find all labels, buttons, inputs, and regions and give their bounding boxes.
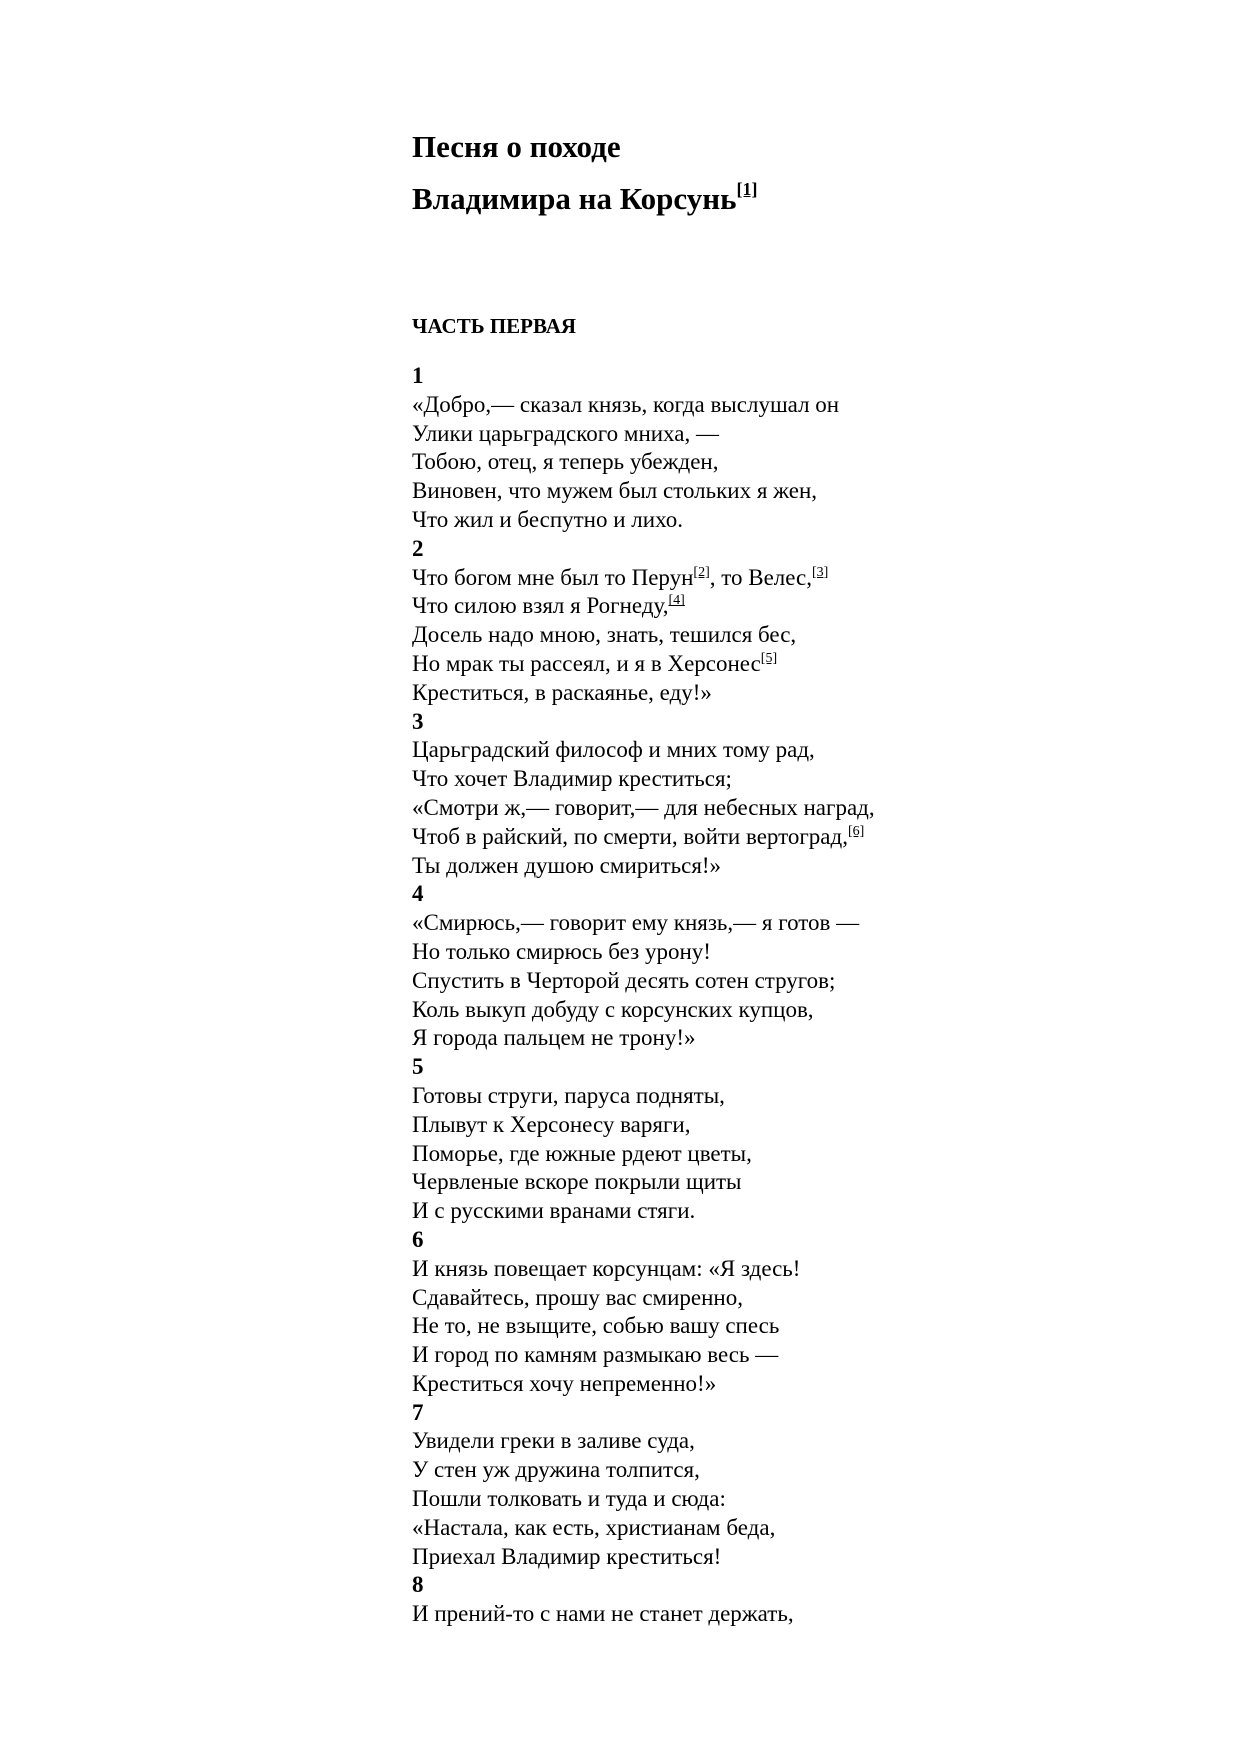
verse-line	[412, 1082, 1172, 1111]
verse-line	[412, 938, 1172, 967]
part-heading: ЧАСТЬ ПЕРВАЯ	[412, 314, 577, 338]
verse-text: Плывут к Херсонесу варяги,	[412, 1111, 691, 1137]
footnote-link[interactable]: [5]	[760, 650, 778, 666]
verse-text: Приехал Владимир креститься!	[412, 1543, 722, 1569]
stanza-number: 6	[412, 1226, 424, 1252]
verse-text: Креститься, в раскаянье, еду!»	[412, 679, 712, 705]
stanza	[412, 1226, 1172, 1399]
stanza-number: 4	[412, 881, 424, 907]
verse-line	[412, 621, 1172, 650]
poem-body	[412, 362, 1172, 1629]
verse-line	[412, 996, 1172, 1025]
stanza-number: 7	[412, 1399, 424, 1425]
verse-text: Креститься хочу непременно!»	[412, 1370, 717, 1396]
verse-line	[412, 1168, 1172, 1197]
verse-line	[412, 1284, 1172, 1313]
verse-text: «Смотри ж,— говорит,— для небесных наград,	[412, 794, 875, 820]
verse-text: Пошли толковать и туда и сюда:	[412, 1486, 726, 1512]
stanza-number: 8	[412, 1572, 424, 1598]
verse-text: «Настала, как есть, христианам беда,	[412, 1514, 776, 1540]
verse-text: Царьградский философ и мних тому рад,	[412, 737, 815, 763]
verse-text: Поморье, где южные рдеют цветы,	[412, 1140, 752, 1166]
verse-line	[412, 1197, 1172, 1226]
verse-text: , то Велес,	[709, 564, 812, 590]
verse-text: Тобою, отец, я теперь убежден,	[412, 449, 719, 475]
verse-text: И с русскими вранами стяги.	[412, 1198, 696, 1224]
verse-line	[412, 1543, 1172, 1572]
verse-text: Я города пальцем не трону!»	[412, 1025, 696, 1051]
stanza-number: 5	[412, 1054, 424, 1080]
verse-line	[412, 1140, 1172, 1169]
verse-text: Спустить в Черторой десять сотен стругов;	[412, 967, 836, 993]
verse-text: Досель надо мною, знать, тешился бес,	[412, 622, 797, 648]
stanza	[412, 535, 1172, 708]
footnote-link[interactable]: [3]	[812, 564, 829, 580]
verse-text: И прений-то с нами не станет держать,	[412, 1601, 794, 1627]
verse-text: У стен уж дружина толпится,	[412, 1457, 700, 1483]
verse-text: Виновен, что мужем был стольких я жен,	[412, 478, 818, 504]
verse-text: Чтоб в райский, по смерти, войти вертоград,	[412, 823, 848, 849]
verse-line	[412, 909, 1172, 938]
verse-line	[412, 420, 1172, 449]
verse-line	[412, 1341, 1172, 1370]
verse-text: Готовы струги, паруса подняты,	[412, 1082, 725, 1108]
stanza	[412, 708, 1172, 881]
document-page	[412, 126, 1172, 1629]
stanza	[412, 880, 1172, 1053]
verse-line	[412, 852, 1172, 881]
stanza	[412, 362, 1172, 535]
stanza	[412, 1053, 1172, 1226]
verse-line	[412, 967, 1172, 996]
footnote-link[interactable]: [4]	[668, 593, 685, 609]
verse-line	[412, 391, 1172, 420]
verse-line	[412, 1456, 1172, 1485]
title-line-2-text: Владимира на Корсунь	[412, 181, 737, 216]
verse-text: «Добро,— сказал князь, когда выслушал он	[412, 391, 840, 417]
verse-line	[412, 823, 1172, 852]
footnote-link[interactable]: [2]	[693, 564, 710, 580]
verse-line	[412, 1312, 1172, 1341]
stanza-number: 3	[412, 708, 424, 734]
verse-text: Что хочет Владимир креститься;	[412, 766, 732, 792]
verse-text: И князь повещает корсунцам: «Я здесь!	[412, 1255, 801, 1281]
title-footnote-link[interactable]: [1]	[736, 179, 758, 199]
verse-text: Коль выкуп добуду с корсунских купцов,	[412, 996, 814, 1022]
verse-text: Увидели греки в заливе суда,	[412, 1428, 695, 1454]
stanza-number: 1	[412, 363, 424, 388]
verse-line	[412, 592, 1172, 621]
verse-line	[412, 1255, 1172, 1284]
verse-text: Но только смирюсь без урону!	[412, 938, 711, 964]
verse-line	[412, 679, 1172, 708]
stanza	[412, 1399, 1172, 1572]
verse-line	[412, 1111, 1172, 1140]
title-line-1: Песня о походе	[412, 129, 621, 164]
verse-text: Улики царьградского мниха, —	[412, 420, 719, 446]
verse-text: «Смирюсь,— говорит ему князь,— я готов —	[412, 910, 860, 936]
verse-line	[412, 1370, 1172, 1399]
footnote-link[interactable]: [6]	[847, 823, 865, 839]
title-line-2	[412, 168, 1172, 220]
verse-line	[412, 564, 1172, 593]
verse-text: Но мрак ты рассеял, и я в Херсонес	[412, 650, 761, 676]
verse-line	[412, 650, 1172, 679]
spacer	[412, 220, 1172, 312]
stanza-number: 2	[412, 535, 424, 561]
verse-line	[412, 1514, 1172, 1543]
verse-line	[412, 448, 1172, 477]
document-title	[412, 126, 1172, 220]
verse-line	[412, 794, 1172, 823]
verse-line	[412, 1427, 1172, 1456]
stanza	[412, 1571, 1172, 1629]
verse-text: Что силою взял я Рогнеду,	[412, 593, 669, 619]
verse-line	[412, 736, 1172, 765]
verse-line	[412, 1024, 1172, 1053]
verse-text: Сдавайтесь, прошу вас смиренно,	[412, 1284, 743, 1310]
verse-text: И город по камням размыкаю весь —	[412, 1342, 779, 1368]
verse-line	[412, 506, 1172, 535]
verse-text: Что богом мне был то Перун	[412, 564, 694, 590]
verse-line	[412, 765, 1172, 794]
verse-text: Не то, не взыщите, собью вашу спесь	[412, 1313, 780, 1339]
verse-text: Червленые вскоре покрыли щиты	[412, 1169, 742, 1195]
verse-text: Что жил и беспутно и лихо.	[412, 506, 683, 532]
verse-line	[412, 477, 1172, 506]
verse-line	[412, 1600, 1172, 1629]
spacer	[412, 340, 1172, 362]
verse-text: Ты должен душою смириться!»	[412, 852, 722, 878]
verse-line	[412, 1485, 1172, 1514]
